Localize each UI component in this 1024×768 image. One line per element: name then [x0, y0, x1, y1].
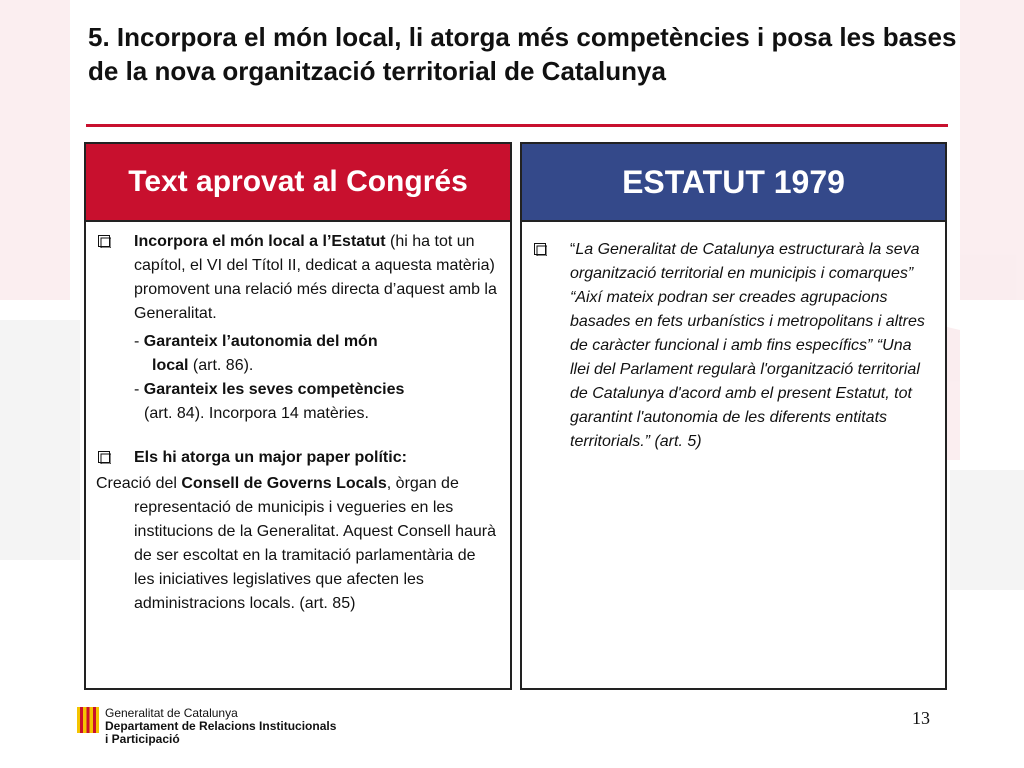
- page-number: 13: [912, 708, 930, 728]
- sub1-bold-text-b: local: [152, 357, 189, 374]
- consell-bold-text: Consell de Governs Locals: [181, 475, 387, 492]
- list-item: “La Generalitat de Catalunya estructurarà la seva organització territorial en municipis i comarques” “Així mateix podran ser creades agrupacions basades en fets urbanístics i metropolitans i altres de caràcter funcional i amb fins específics” “Una llei del Parlament regularà l'organització territorial de Catalunya d'acord amb el present Estatut, tot garantint l'autonomia de les diferents entitats territorials.” (art. 5): [532, 238, 935, 454]
- bullet2-bold-text: Els hi atorga un major paper polític:: [134, 449, 407, 466]
- sub-item-competences: - Garanteix les seves competències (art. 84). Incorpora 14 matèries.: [134, 381, 405, 422]
- footer-line1: Generalitat de Catalunya: [105, 706, 238, 720]
- congress-panel-header: Text aprovat al Congrés: [86, 144, 510, 222]
- estatut-panel-header: ESTATUT 1979: [522, 144, 945, 222]
- checkbox-bullet-icon: [96, 230, 134, 326]
- footer-line2: Departament de Relacions Institucionals: [105, 719, 337, 733]
- bullet1-text: (hi ha tot un capítol, el VI del Títol II, dedicat a aquesta matèria) promovent una relació més directa d’aquest amb la Generalitat.: [134, 233, 497, 322]
- congress-text-panel: [84, 142, 512, 690]
- congress-panel-body: [86, 222, 510, 616]
- title-divider: [86, 124, 948, 127]
- sub1-text: (art. 86).: [188, 357, 254, 374]
- consell-paragraph: Creació del Consell de Governs Locals, òrgan de representació de municipis i vegueries en les institucions de la Generalitat. Aquest Consell haurà de ser escoltat en la tramitació parlamentària de les iniciatives legislatives que afecten les administracions locals. (art. 85): [96, 475, 496, 612]
- bullet1-bold-text: Incorpora el món local a l’Estatut: [134, 233, 386, 250]
- sub-item-autonomy: - Garanteix l’autonomia del món local (art. 86).: [134, 333, 378, 374]
- estatut-panel-body: [522, 222, 945, 454]
- sub2-text: (art. 84). Incorpora 14 matèries.: [144, 405, 369, 422]
- generalitat-logo: [77, 707, 336, 746]
- sub2-bold-text: Garanteix les seves competències: [143, 381, 405, 398]
- estatut-quote-text: La Generalitat de Catalunya estructurarà la seva organització territorial en municipis i comarques” “Així mateix podran ser creades agrupacions basades en fets urbanístics i metropolitans i altres de caràcter funcional i amb fins específics” “Una llei del Parlament regularà l'organització territorial de Catalunya d'acord amb el present Estatut, tot garantint l'autonomia de les diferents entitats territorials.” (art. 5): [570, 241, 925, 450]
- checkbox-bullet-icon: [532, 238, 570, 454]
- consell-text: , òrgan de representació de municipis i vegueries en les institucions de la Generalitat. Aquest Consell haurà de ser escoltat en la tramitació parlamentària de les iniciatives legislatives que afecten les administracions locals. (art. 85): [134, 475, 496, 612]
- list-item: [96, 446, 500, 472]
- sub1-bold-text: Garanteix l’autonomia del món: [143, 333, 378, 350]
- estatut-1979-panel: [520, 142, 947, 690]
- checkbox-bullet-icon: [96, 446, 134, 472]
- list-item: [96, 230, 500, 326]
- slide-title: 5. Incorpora el món local, li atorga més competències i posa les bases de la nova organització territorial de Catalunya: [88, 22, 957, 86]
- footer-line3: i Participació: [105, 732, 180, 746]
- senyera-icon: [77, 707, 99, 733]
